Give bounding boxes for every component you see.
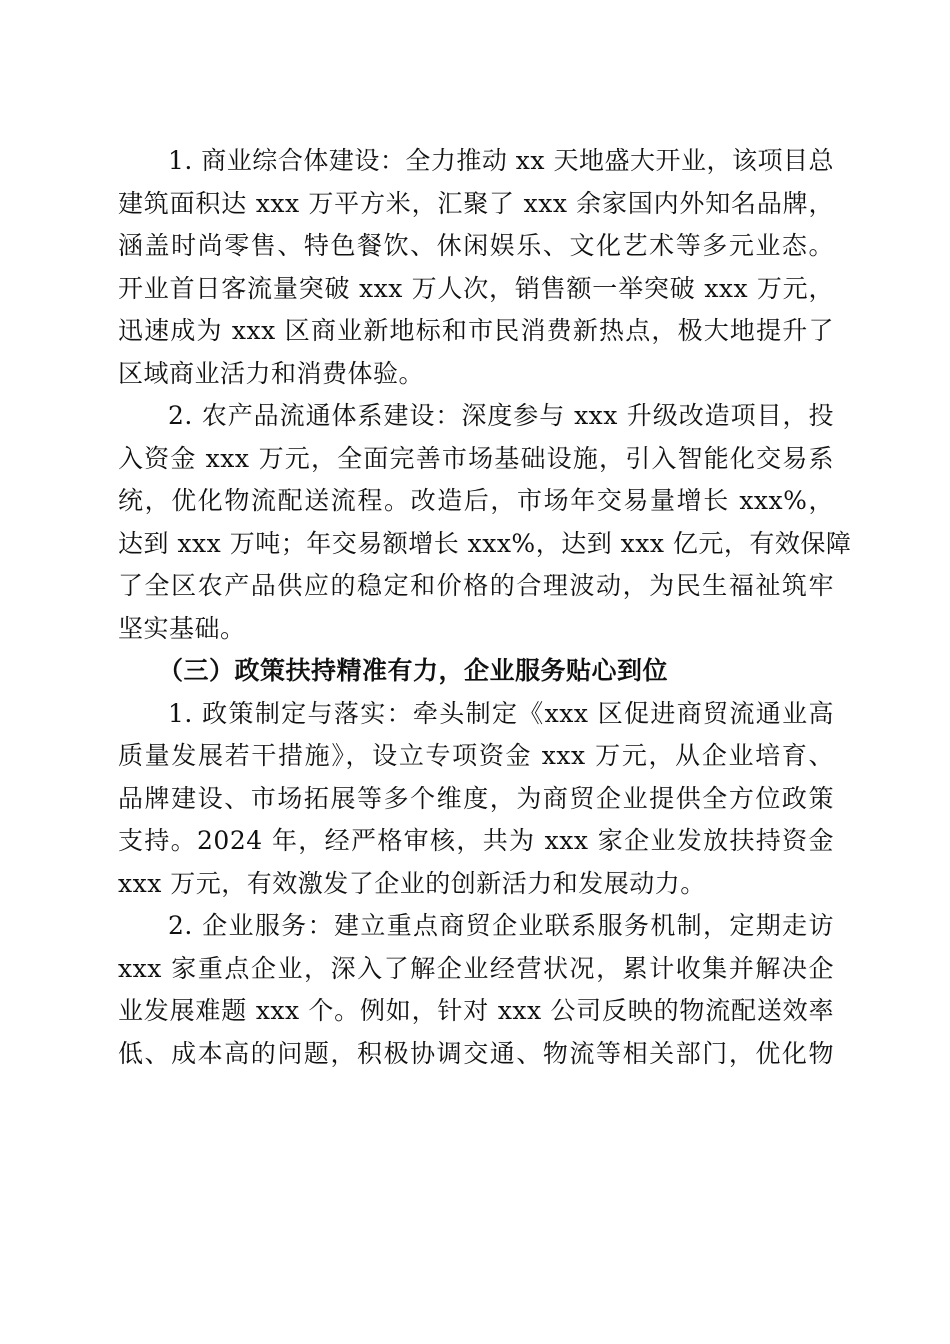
paragraph-line: 2. 农产品流通体系建设：深度参与 xxx 升级改造项目，投 (168, 401, 834, 430)
paragraph-line: 1. 政策制定与落实：牵头制定《xxx 区促进商贸流通业高 (168, 698, 834, 728)
paragraph-line: 迅速成为 xxx 区商业新地标和市民消费新热点，极大地提升了 (118, 316, 834, 345)
paragraph-line: 支持。2024 年，经严格审核，共为 xxx 家企业发放扶持资金 (118, 826, 834, 855)
paragraph-line: 开业首日客流量突破 xxx 万人次，销售额一举突破 xxx 万元， (118, 273, 834, 303)
paragraph-line: xxx 万元，有效激发了企业的创新活力和发展动力。 (118, 868, 706, 898)
paragraph-line: 坚实基础。 (118, 613, 246, 643)
section-heading: （三）政策扶持精准有力，企业服务贴心到位 (158, 656, 669, 685)
paragraph-agricultural-circulation (118, 395, 852, 650)
paragraph-line: 品牌建设、市场拓展等多个维度，为商贸企业提供全方位政策 (118, 783, 834, 813)
paragraph-line: 2. 企业服务：建立重点商贸企业联系服务机制，定期走访 (168, 911, 834, 940)
paragraph-line: 质量发展若干措施》，设立专项资金 xxx 万元，从企业培育、 (118, 741, 834, 770)
document-body (118, 140, 852, 1075)
paragraph-policy-formulation (118, 693, 834, 906)
paragraph-commercial-complex (118, 140, 834, 395)
paragraph-line: 业发展难题 xxx 个。例如，针对 xxx 公司反映的物流配送效率 (118, 996, 834, 1025)
paragraph-line: xxx 家重点企业，深入了解企业经营状况，累计收集并解决企 (118, 953, 834, 983)
paragraph-line: 了全区农产品供应的稳定和价格的合理波动，为民生福祉筑牢 (118, 571, 834, 600)
paragraph-line: 入资金 xxx 万元，全面完善市场基础设施，引入智能化交易系 (118, 443, 834, 473)
paragraph-line: 涵盖时尚零售、特色餐饮、休闲娱乐、文化艺术等多元业态。 (118, 231, 834, 260)
paragraph-enterprise-service (118, 905, 834, 1075)
paragraph-line: 区域商业活力和消费体验。 (118, 358, 425, 388)
paragraph-line: 统，优化物流配送流程。改造后，市场年交易量增长 xxx%， (118, 486, 834, 515)
paragraph-line: 低、成本高的问题，积极协调交通、物流等相关部门，优化物 (118, 1038, 834, 1068)
paragraph-line: 1. 商业综合体建设：全力推动 xx 天地盛大开业，该项目总 (168, 146, 834, 175)
paragraph-line: 建筑面积达 xxx 万平方米，汇聚了 xxx 余家国内外知名品牌， (118, 188, 834, 218)
paragraph-line: 达到 xxx 万吨；年交易额增长 xxx%，达到 xxx 亿元，有效保障 (118, 528, 852, 558)
